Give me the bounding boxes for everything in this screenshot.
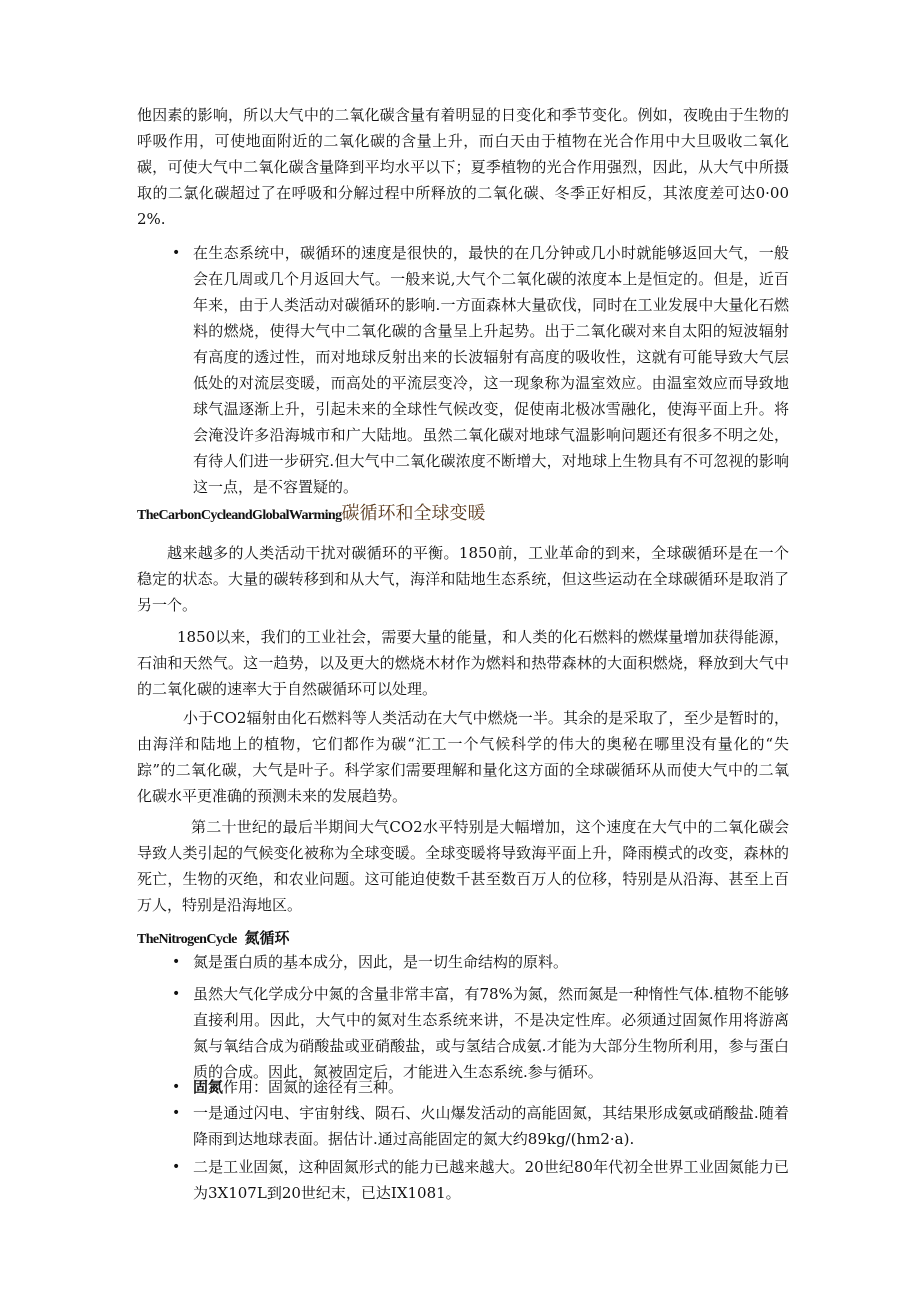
carbon-section-heading — [137, 497, 485, 530]
bullet-marker: • — [172, 245, 181, 261]
carbon-heading-en: TheCarbonCycleandGlobalWarming — [137, 508, 342, 523]
carbon-heading-zh: 碳循环和全球变暖 — [341, 503, 486, 524]
nitrogen-bullet-5: 二是工业固氮，这种固氮形式的能力已越来越大。20世纪80年代初全世界工业固氮能力已为3X107L到20世纪末，已达IX1081。 — [193, 1158, 789, 1202]
nitrogen-bullet-4: 一是通过闪电、宇宙射线、陨石、火山爆发活动的高能固氮，其结果形成氨或硝酸盐.随着降雨到达地球表面。据估计.通过高能固定的氮大约89kg/(hm2·a). — [193, 1104, 789, 1148]
nitrogen-heading-en: TheNitrogenCycle — [137, 932, 237, 947]
carbon-paragraph-4: 第二十世纪的最后半期间大气CO2水平特别是大幅增加，这个速度在大气中的二氧化碳会导致人类引起的气候变化被称为全球变暖。全球变暖将导致海平面上升，降雨模式的改变，森林的死亡，生物的灭绝，和农业问题。这可能迫使数千甚至数百万人的位移，特别是从沿海、甚至上百万人，特别是沿海地区。 — [137, 818, 789, 914]
intro-bullet-carbon-speed: 在生态系统中，碳循环的速度是很快的，最快的在几分钟或几小时就能够返回大气，一般会在几周或几个月返回大气。一般来说,大气个二氧化碳的浓度本上是恒定的。但是，近百年来，由于人类活动对碳循环的影响.一方面森林大量砍伐，同时在工业发展中大量化石燃料的燃烧，使得大气中二氧化碳的含量呈上升起势。出于二氧化碳对来自太阳的短波辐射有高度的透过性，而对地球反射出来的长波辐射有高度的吸收性，这就有可能导致大气层低处的对流层变暖，而高处的平流层变冷，这一现象称为温室效应。由温室效应而导致地球气温逐渐上升，引起未来的全球性气候改变，促使南北极冰雪融化，使海平面上升。将会淹没许多沿海城市和广大陆地。虽然二氧化碳对地球气温影响问题还有很多不明之处，有待人们进一步研究.但大气中二氧化碳浓度不断增大，对地球上生物具有不可忽视的影响这一点，是不容置疑的。 — [193, 244, 789, 496]
fixation-text: 作用：固氮的途径有三种。 — [223, 1078, 404, 1096]
nitrogen-bullet-1: 氮是蛋白质的基本成分，因此，是一切生命结构的原料。 — [193, 953, 569, 971]
nitrogen-bullet-2: 虽然大气化学成分中氮的含量非常丰富，有78%为氮，然而氮是一种惰性气体.植物不能够直接利用。因此，大气中的氮对生态系统来讲，不是决定性库。必须通过固氮作用将游离氮与氧结合成为硝酸盐或亚硝酸盐，或与氢结合成氨.才能为大部分生物所利用，参与蛋白质的合成。因此，氮被固定后，才能进入生态系统.参与循环。 — [193, 985, 789, 1081]
bullet-marker: • — [172, 1105, 181, 1121]
nitrogen-bullet-3 — [193, 1074, 789, 1100]
bullet-marker: • — [172, 1079, 181, 1095]
carbon-paragraph-2: 1850以来，我们的工业社会，需要大量的能量，和人类的化石燃料的燃煤量增加获得能源，石油和天然气。这一趋势，以及更大的燃烧木材作为燃料和热带森林的大面积燃烧，释放到大气中的二氧化碳的速率大于自然碳循环可以处理。 — [137, 628, 789, 698]
bullet-marker: • — [172, 986, 181, 1002]
bullet-marker: • — [172, 1159, 181, 1175]
carbon-paragraph-3: 小于CO2辐射由化石燃料等人类活动在大气中燃烧一半。其余的是采取了，至少是暂时的，由海洋和陆地上的植物，它们都作为碳“汇工一个气候科学的伟大的奥秘在哪里没有量化的“失踪”的二氧化碳，大气是叶子。科学家们需要理解和量化这方面的全球碳循环从而使大气中的二氧化碳水平更准确的预测未来的发展趋势。 — [137, 709, 789, 805]
carbon-paragraph-1: 越来越多的人类活动干扰对碳循环的平衡。1850前，工业革命的到来，全球碳循环是在一个稳定的状态。大量的碳转移到和从大气，海洋和陆地生态系统，但这些运动在全球碳循环是取消了另一个。 — [137, 544, 789, 614]
bullet-marker: • — [172, 954, 181, 970]
intro-paragraph: 他因素的影响，所以大气中的二氧化碳含量有着明显的日变化和季节变化。例如，夜晚由于生物的呼吸作用，可使地面附近的二氧化碳的含量上升，而白天由于植物在光合作用中大旦吸收二氧化碳，可使大气中二氧化碳含量降到平均水平以下；夏季植物的光合作用强烈，因此，从大气中所摄取的二氯化碳超过了在呼吸和分解过程中所释放的二氧化碳、冬季正好相反，其浓度差可达0·002%. — [137, 106, 789, 228]
fixation-term: 固氮 — [193, 1078, 224, 1096]
nitrogen-heading-zh: 氮循环 — [244, 929, 290, 947]
